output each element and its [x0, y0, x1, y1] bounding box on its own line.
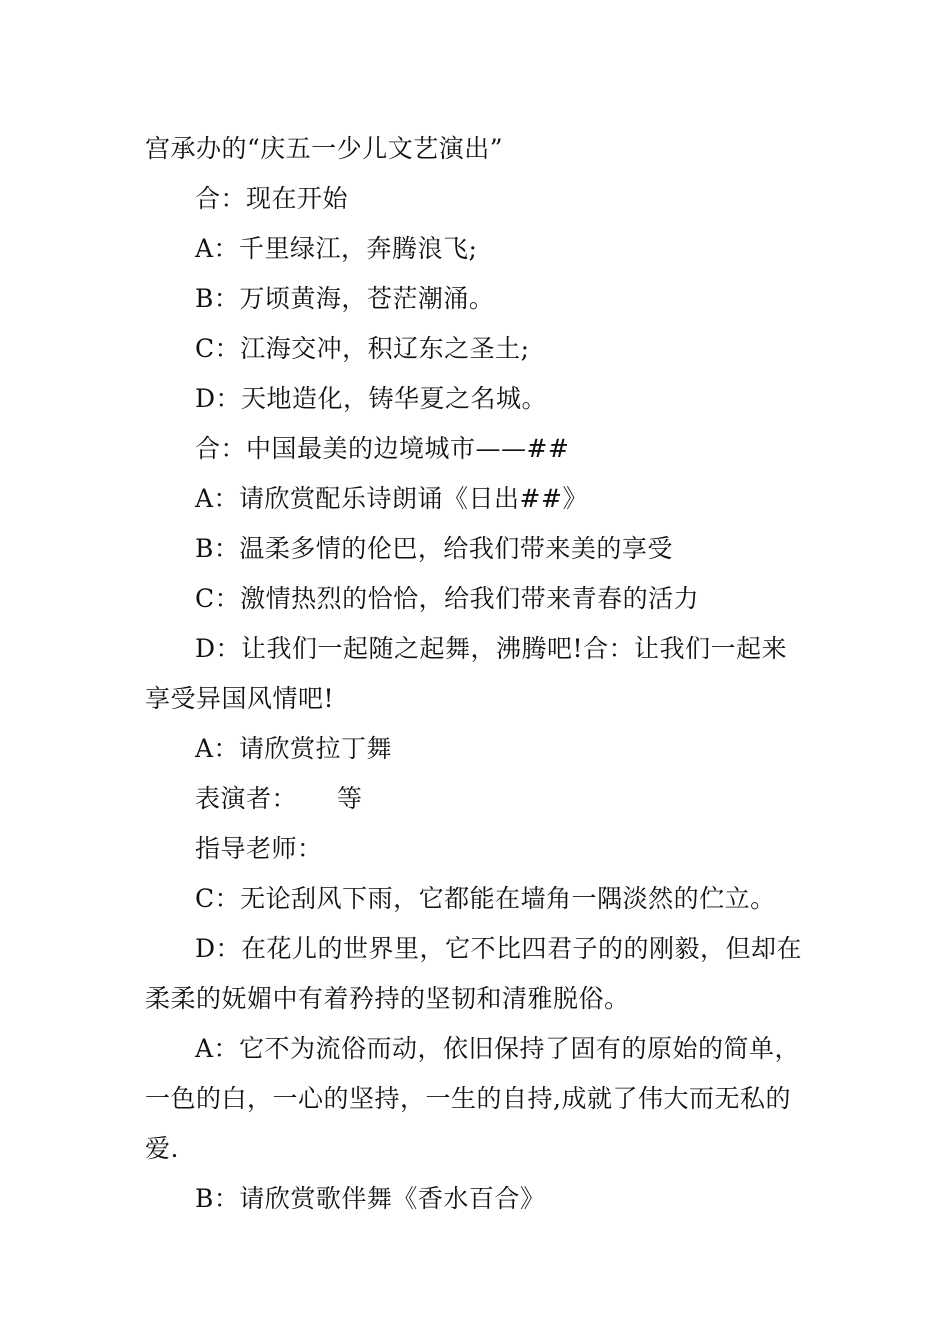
- performer-label: 表演者：: [195, 784, 298, 813]
- text-line-9: B：温柔多情的伦巴，给我们带来美的享受: [195, 534, 673, 563]
- text-line-5: C：江海交冲，积辽东之圣土;: [195, 334, 530, 363]
- text-line-4: B：万顷黄海，苍茫潮涌。: [195, 284, 495, 313]
- document-body: [145, 124, 810, 1224]
- instructor-line: 指导老师：: [195, 834, 323, 863]
- text-line-18: B：请欣赏歌伴舞《香水百合》: [195, 1184, 546, 1213]
- text-line-12: A：请欣赏拉丁舞: [195, 734, 393, 763]
- text-line-16: D：在花儿的世界里，它不比四君子的的刚毅，但却在柔柔的妩媚中有着矜持的坚韧和清雅脱俗。: [145, 934, 803, 1013]
- text-line-2: 合：现在开始: [195, 184, 349, 213]
- text-line-8: A：请欣赏配乐诗朗诵《日出##》: [195, 484, 588, 513]
- text-line-3: A：千里绿江，奔腾浪飞;: [195, 234, 478, 263]
- text-line-1: 宫承办的“庆五一少儿文艺演出”: [145, 134, 504, 163]
- text-line-6: D：天地造化，铸华夏之名城。: [195, 384, 548, 413]
- text-line-10: C：激情热烈的恰恰，给我们带来青春的活力: [195, 584, 700, 613]
- performer-line: [145, 774, 810, 824]
- text-line-7: 合：中国最美的边境城市——##: [195, 434, 570, 463]
- text-line-11: D：让我们一起随之起舞，沸腾吧!合：让我们一起来享受异国风情吧!: [145, 634, 788, 713]
- text-line-15: C：无论刮风下雨，它都能在墙角一隅淡然的伫立。: [195, 884, 776, 913]
- text-line-17: A：它不为流俗而动，依旧保持了固有的原始的简单，一色的白，一心的坚持，一生的自持,成就了伟大而无私的爱.: [145, 1034, 801, 1163]
- performer-suffix: 等: [337, 784, 363, 813]
